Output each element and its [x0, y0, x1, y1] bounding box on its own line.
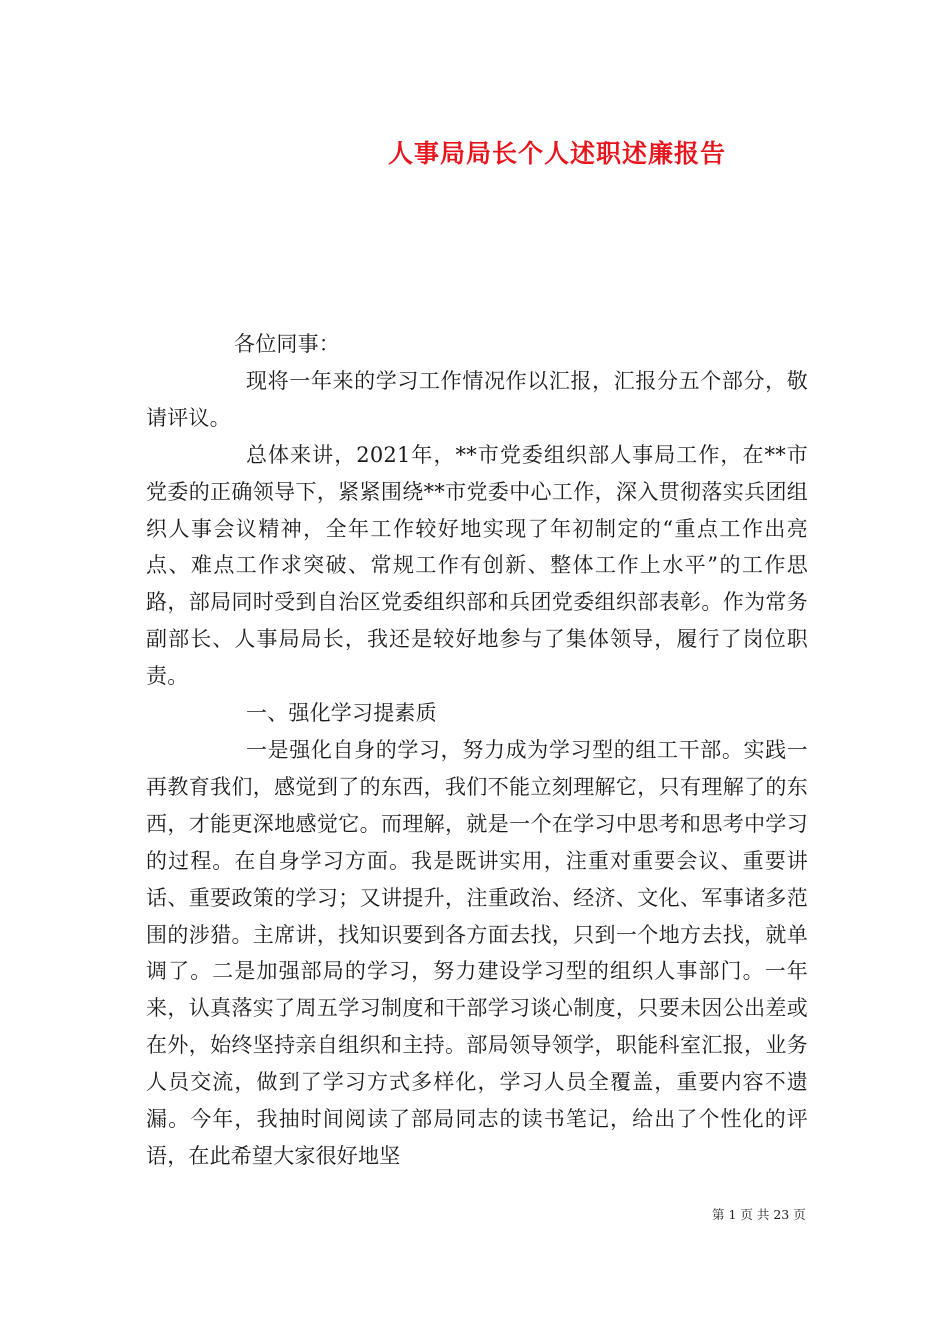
document-body [146, 326, 808, 1175]
section-paragraph: 一是强化自身的学习，努力成为学习型的组工干部。实践一再教育我们，感觉到了的东西，我们不能立刻理解它，只有理解了的东西，才能更深地感觉它。而理解，就是一个在学习中思考和思考中学习的过程。在自身学习方面。我是既讲实用，注重对重要会议、重要讲话、重要政策的学习；又讲提升，注重政治、经济、文化、军事诸多范围的涉猎。主席讲，找知识要到各方面去找，只到一个地方去找，就单调了。二是加强部局的学习，努力建设学习型的组织人事部门。一年来，认真落实了周五学习制度和干部学习谈心制度，只要未因公出差或在外，始终坚持亲自组织和主持。部局领导领学，职能科室汇报，业务人员交流，做到了学习方式多样化，学习人员全覆盖，重要内容不遗漏。今年，我抽时间阅读了部局同志的读书笔记，给出了个性化的评语，在此希望大家很好地坚 [146, 737, 808, 1168]
document-title: 人事局局长个人述职述廉报告 [388, 139, 727, 168]
section-heading: 一、强化学习提素质 [246, 701, 437, 726]
greeting: 各位同事： [234, 332, 340, 356]
intro-paragraph: 现将一年来的学习工作情况作以汇报，汇报分五个部分，敬请评议。 [146, 368, 808, 430]
summary-paragraph: 总体来讲，2021年，**市党委组织部人事局工作，在**市党委的正确领导下，紧紧围绕**市党委中心工作，深入贯彻落实兵团组织人事会议精神，全年工作较好地实现了年初制定的“重点工作出亮点、难点工作求突破、常规工作有创新、整体工作上水平”的工作思路，部局同时受到自治区党委组织部和兵团党委组织部表彰。作为常务副部长、人事局局长，我还是较好地参与了集体领导，履行了岗位职责。 [146, 442, 808, 689]
page-number: 第 1 页 共 23 页 [712, 1207, 806, 1222]
